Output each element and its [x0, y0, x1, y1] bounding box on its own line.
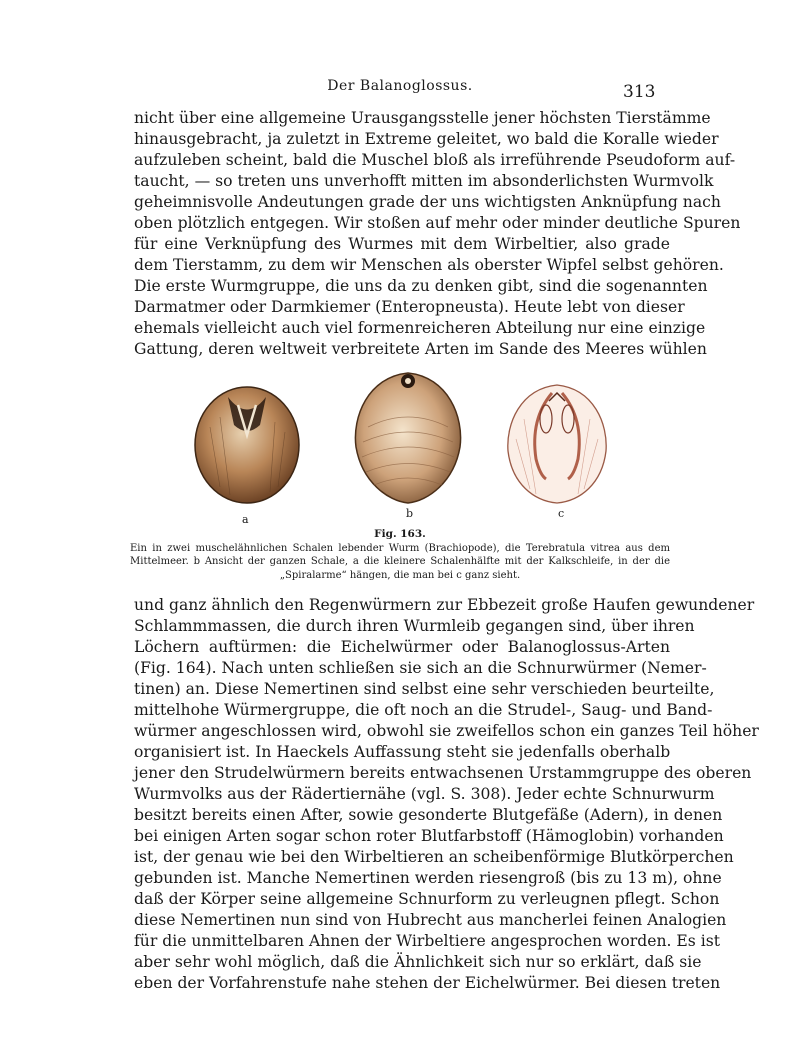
text-line: jener den Strudelwürmern bereits entwachsenen Urstammgruppe des oberen — [134, 764, 752, 782]
text-line: geheimnisvolle Andeutungen grade der uns wichtigsten Anknüpfung nach — [134, 193, 721, 211]
text-line: oben plötzlich entgegen. Wir stoßen auf mehr oder minder deutliche Spuren — [134, 214, 741, 232]
text-line: nicht über eine allgemeine Urausgangsstelle jener höchsten Tierstämme — [134, 109, 711, 127]
text-line: (Fig. 164). Nach unten schließen sie sich an die Schnurwürmer (Nemer- — [134, 659, 707, 677]
text-line: aber sehr wohl möglich, daß die Ähnlichkeit sich nur so erklärt, daß sie — [134, 953, 702, 971]
text-line: bei einigen Arten sogar schon roter Blutfarbstoff (Hämoglobin) vorhanden — [134, 827, 724, 845]
text-line: würmer angeschlossen wird, obwohl sie zweifellos schon ein ganzes Teil höher — [134, 722, 759, 740]
figure-label-c: c — [558, 507, 565, 520]
caption-line: Ein in zwei muschelähnlichen Schalen lebender Wurm (Brachiopode), die Terebratula vitrea aus dem — [130, 542, 670, 554]
figure-caption — [130, 528, 670, 582]
text-line: organisiert ist. In Haeckels Auffassung steht sie jedenfalls oberhalb — [134, 743, 671, 761]
text-line: diese Nemertinen nun sind von Hubrecht aus mancherlei feinen Analogien — [134, 911, 727, 929]
text-line: und ganz ähnlich den Regenwürmern zur Ebbezeit große Haufen gewundener — [134, 596, 755, 614]
text-line: daß der Körper seine allgemeine Schnurform zu verleugnen pflegt. Schon — [134, 890, 720, 908]
text-line: Die erste Wurmgruppe, die uns da zu denken gibt, sind die sogenannten — [134, 277, 708, 295]
text-line: mittelhohe Würmergruppe, die oft noch an die Strudel-, Saug- und Band- — [134, 701, 713, 719]
shell-b-illustration — [348, 367, 468, 507]
figure-163 — [180, 365, 640, 530]
text-line: ehemals vielleicht auch viel formenreicheren Abteilung nur eine einzige — [134, 319, 706, 337]
text-line: aufzuleben scheint, bald die Muschel bloß als irreführende Pseudoform auf- — [134, 151, 736, 169]
figure-caption-title: Fig. 163. — [374, 528, 426, 540]
page-number: 313 — [623, 82, 656, 102]
text-line: dem Tierstamm, zu dem wir Menschen als oberster Wipfel selbst gehören. — [134, 256, 724, 274]
text-line: taucht, — so treten uns unverhofft mitten im absonderlichsten Wurmvolk — [134, 172, 714, 190]
paragraph-top — [134, 108, 741, 360]
text-line: Schlammmassen, die durch ihren Wurmleib gegangen sind, über ihren — [134, 617, 695, 635]
figure-label-a: a — [242, 513, 249, 526]
figure-label-b: b — [406, 507, 414, 520]
text-line: hinausgebracht, ja zuletzt in Extreme geleitet, wo bald die Koralle wieder — [134, 130, 719, 148]
caption-line: „Spiralarme“ hängen, die man bei c ganz sieht. — [279, 569, 521, 581]
running-title: Der Balanoglossus. — [327, 78, 473, 94]
caption-line: Mittelmeer. b Ansicht der ganzen Schale, a die kleinere Schalenhälfte mit der Kalkschleife, in der die — [130, 556, 670, 567]
paragraph-bottom — [134, 595, 759, 994]
shell-c-illustration — [502, 379, 612, 507]
text-line: eben der Vorfahrenstufe nahe stehen der Eichelwürmer. Bei diesen treten — [134, 974, 721, 992]
text-line: Gattung, deren weltweit verbreitete Arten im Sande des Meeres wühlen — [134, 340, 707, 358]
text-line: für die unmittelbaren Ahnen der Wirbeltiere angesprochen worden. Es ist — [134, 932, 720, 950]
text-line: tinen) an. Diese Nemertinen sind selbst eine sehr verschieden beurteilte, — [134, 680, 715, 698]
shell-a-illustration — [190, 377, 305, 507]
text-line: für eine Verknüpfung des Wurmes mit dem Wirbeltier, also grade — [134, 235, 670, 253]
text-line: besitzt bereits einen After, sowie gesonderte Blutgefäße (Adern), in denen — [134, 806, 723, 824]
text-line: Löchern auftürmen: die Eichelwürmer oder Balanoglossus-Arten — [134, 638, 670, 656]
text-line: ist, der genau wie bei den Wirbeltieren an scheibenförmige Blutkörperchen — [134, 848, 734, 866]
text-line: Wurmvolks aus der Rädertiernähe (vgl. S. 308). Jeder echte Schnurwurm — [134, 785, 715, 803]
text-line: gebunden ist. Manche Nemertinen werden riesengroß (bis zu 13 m), ohne — [134, 869, 722, 887]
text-line: Darmatmer oder Darmkiemer (Enteropneusta). Heute lebt von dieser — [134, 298, 685, 316]
